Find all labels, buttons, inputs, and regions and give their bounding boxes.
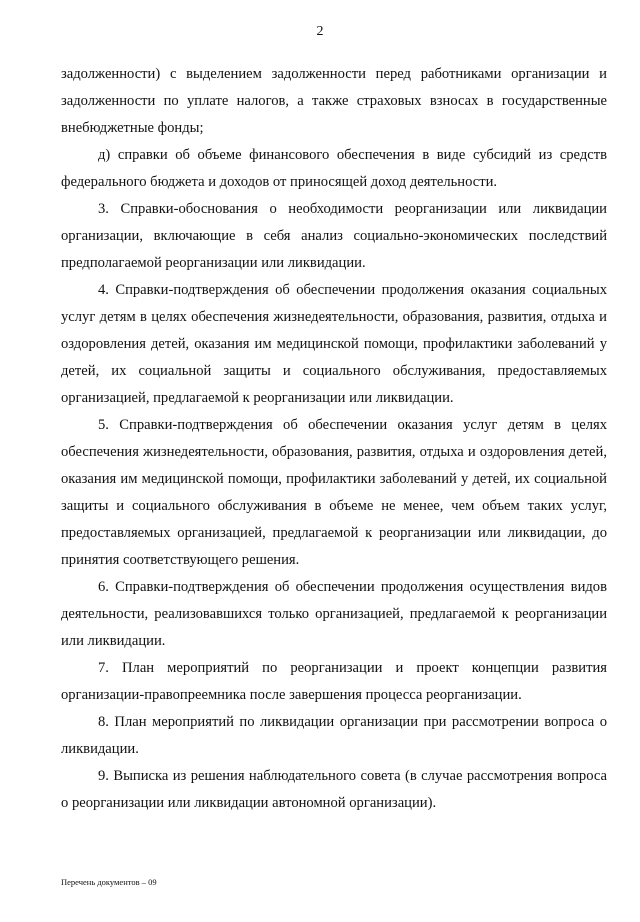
paragraph-item-8: 8. План мероприятий по ликвидации организации при рассмотрении вопроса о ликвидации. <box>61 714 607 757</box>
paragraph-item-3: 3. Справки-обоснования о необходимости реорганизации или ликвидации организации, включающие в себя анализ социально-экономических последствий предполагаемой реорганизации или ликвидации. <box>61 201 607 271</box>
paragraph-item-9: 9. Выписка из решения наблюдательного совета (в случае рассмотрения вопроса о реорганизации или ликвидации автономной организации). <box>61 768 607 811</box>
document-body <box>61 61 607 817</box>
paragraph-item-4: 4. Справки-подтверждения об обеспечении продолжения оказания социальных услуг детям в целях обеспечения жизнедеятельности, образования, развития, отдыха и оздоровления детей, оказания им медицинской помощи, профилактики заболеваний у детей, их социальной защиты и социального обслуживания, предоставляемых организацией, предлагаемой к реорганизации или ликвидации. <box>61 282 607 406</box>
paragraph-item-5: 5. Справки-подтверждения об обеспечении оказания услуг детям в целях обеспечения жизнедеятельности, образования, развития, отдыха и оздоровления детей, оказания им медицинской помощи, профилактики заболеваний у детей, их социальной защиты и социального обслуживания в объеме не менее, чем объем таких услуг, предоставляемых организацией, предлагаемой к реорганизации или ликвидации, до принятия соответствующего решения. <box>61 417 607 568</box>
paragraph-item-7: 7. План мероприятий по реорганизации и проект концепции развития организации-правопреемника после завершения процесса реорганизации. <box>61 660 607 703</box>
paragraph-continuation: задолженности) с выделением задолженности перед работниками организации и задолженности по уплате налогов, а также страховых взносах в государственные внебюджетные фонды; <box>61 66 607 136</box>
paragraph-item-d: д) справки об объеме финансового обеспечения в виде субсидий из средств федерального бюджета и доходов от приносящей доход деятельности. <box>61 147 607 190</box>
page-number: 2 <box>316 24 324 39</box>
footer-note: Перечень документов – 09 <box>61 877 157 887</box>
paragraph-item-6: 6. Справки-подтверждения об обеспечении продолжения осуществления видов деятельности, реализовавшихся только организацией, предлагаемой к реорганизации или ликвидации. <box>61 579 607 649</box>
